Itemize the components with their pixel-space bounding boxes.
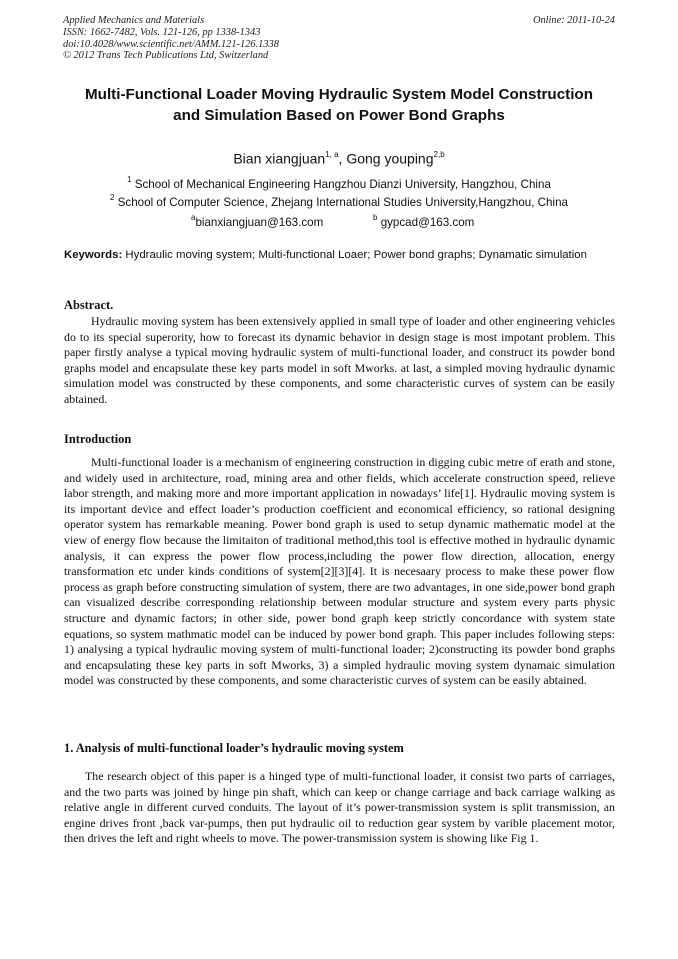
introduction-heading: Introduction — [64, 432, 132, 446]
title-line-1: Multi-Functional Loader Moving Hydraulic System Model Construction — [85, 86, 593, 103]
paper-title — [40, 84, 638, 126]
online-date: Online: 2011-10-24 — [532, 15, 615, 26]
issn-line: ISSN: 1662-7482, Vols. 121-126, pp 1338-1343 — [63, 26, 261, 38]
email-a-marker: a — [191, 213, 196, 222]
keywords-text: Hydraulic moving system; Multi-functional Loaer; Power bond graphs; Dynamatic simulation — [125, 249, 587, 261]
abstract-heading: Abstract. — [64, 298, 114, 312]
affiliation-1-marker: 1 — [127, 175, 132, 184]
email-b[interactable] — [373, 212, 474, 230]
author-2-marker: 2,b — [433, 150, 445, 159]
email-a-text[interactable]: bianxiangjuan@163.com — [195, 215, 324, 229]
title-line-2: and Simulation Based on Power Bond Graphs — [173, 107, 505, 124]
keywords-label: Keywords: — [64, 249, 123, 261]
author-2: Gong youping — [346, 150, 434, 167]
keywords — [64, 248, 615, 263]
section-1-body: The research object of this paper is a hinged type of multi-functional loader, it consist two parts of carriages, and the two parts was joined by hinge pin shaft, which can keep or change carriage and back carriage walking as relative angle in different curved conduits. The layout of it’s power-transmission system is split transmission, an engine drives front ,back var-pumps, then put hydraulic oil to reduction gear system by varible placement motor, then drives the left and right wheels to move. The power-transmission system is showing like Fig 1. — [64, 769, 615, 846]
affiliation-2-text: School of Computer Science, Zhejang International Studies University,Hangzhou, China — [117, 195, 568, 209]
journal-header — [63, 15, 615, 62]
author-list — [40, 147, 638, 168]
author-1-marker: 1, a — [325, 150, 339, 159]
doi-line: doi:10.4028/www.scientific.net/AMM.121-126.1338 — [63, 38, 279, 50]
email-b-text[interactable]: gypcad@163.com — [380, 215, 475, 229]
abstract-body: Hydraulic moving system has been extensively applied in small type of loader and other engineering vehicles do to its special superority, how to forecast its dynamic behavior in design stage is most impotant problem. This paper firstly analyse a typical moving hydraulic system of multi-functional loader, and construct its powder bond graphs model and encapsulate these key parts model in soft Mworks. at last, a simpled moving hydraulic dynamic simulation model was constructed by these components, and some characteristic curves of system can be easily abtained. — [64, 314, 615, 406]
email-b-marker: b — [373, 213, 378, 222]
copyright-line: © 2012 Trans Tech Publications Ltd, Switzerland — [63, 50, 269, 62]
introduction-text — [64, 455, 615, 689]
author-1: Bian xiangjuan — [233, 150, 326, 167]
journal-name: Applied Mechanics and Materials — [63, 15, 205, 26]
affiliation-2 — [40, 192, 638, 210]
section-1-heading: 1. Analysis of multi-functional loader’s hydraulic moving system — [64, 741, 404, 755]
introduction-body: Multi-functional loader is a mechanism of engineering construction in digging cubic metre of erath and stone, and widely used in architecture, road, mining area and other fields, which accelerate construction speed, relieve labor strength, and making more and more important application in nowadays’ life[1]. Hydraulic moving system is its important device and effect loader’s production coefficient and economical efficiency, so rational designing operator system has remarkable meaning. Power bond graph is used to setup dynamic mathematic model at the view of energy flow because the limitaiton of traditional method,this tool is effective mothed in hydraulic dynamic analysis, it can express the power flow process,including the power flow direction, allocation, energy transformation etc under kinds conditions of system[2][3][4]. It is necesaary process to make these power flow process as graph before constructing simulation of system, there are two advantages, in one side,power bond graph can visualized describe corresponding relationship between modular structure and system every parts physic structure and dynamic factors; in other side, power bond graph keep strictly concordance with system state equations, so system mathmatic model can be induced by power bond graph. This paper includes following steps: 1) analysing a typical hydraulic moving system of multi-functional loader; 2)constructing its powder bond graphs and encapsulating these key parts in soft Mworks, 3) a simpled hydraulic moving system dynamaic simulation model was constructed by these components, and some characteristic curves of system can be easily abtained. — [64, 455, 615, 688]
affiliation-2-marker: 2 — [110, 193, 115, 202]
email-a[interactable] — [191, 212, 323, 230]
section-1-text — [64, 769, 615, 847]
affiliation-1-text: School of Mechanical Engineering Hangzhou Dianzi University, Hangzhou, China — [134, 177, 551, 191]
affiliation-1 — [40, 174, 638, 192]
author-separator: , — [338, 150, 347, 167]
abstract-text — [64, 314, 615, 408]
